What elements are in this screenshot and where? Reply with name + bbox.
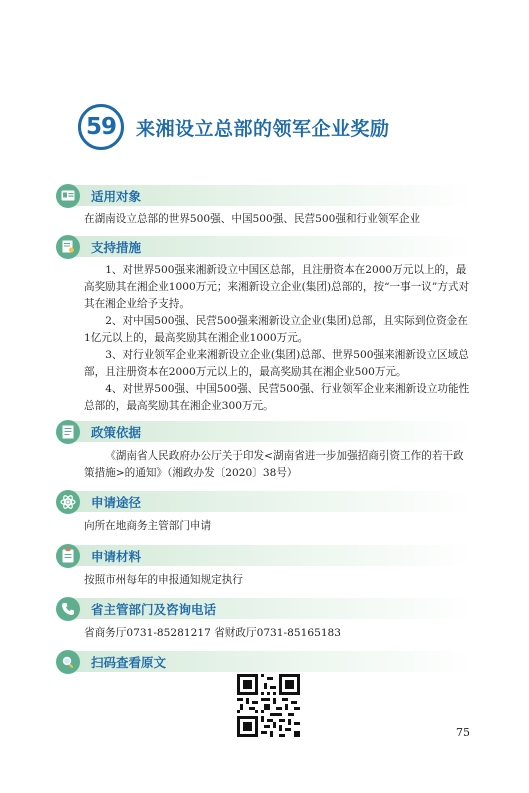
title-text: 来湘设立总部的领军企业奖励 (136, 117, 390, 140)
section-header-target (56, 184, 474, 207)
section-header-measures (56, 235, 474, 258)
section-label-contact: 省主管部门及咨询电话 (91, 601, 217, 617)
target-content: 在湖南设立总部的世界500强、中国500强、民营500强和行业领军企业 (84, 213, 421, 225)
section-label-materials: 申请材料 (91, 548, 142, 564)
section-header-basis (56, 420, 474, 443)
atom-icon (56, 490, 80, 514)
item-number: 59 (85, 114, 116, 140)
section-label-basis: 政策依据 (91, 424, 142, 440)
basis-paragraph: 《湖南省人民政府办公厅关于印发<湖南省进一步加强招商引资工作的若干政策措施>的通知》（湘政办发〔2020〕38号） (84, 450, 464, 479)
page-title (78, 104, 390, 150)
id-card-icon (56, 184, 80, 208)
clipboard-icon (56, 544, 80, 568)
basis-content (84, 448, 472, 482)
channel-content: 向所在地商务主管部门申请 (84, 520, 212, 532)
contact-content: 省商务厅0731-85281217 省财政厅0731-85165183 (84, 627, 342, 639)
measure-paragraph: 2、对中国500强、民营500强来湘新设立企业(集团)总部，且实际到位资金在1亿元以上的，最高奖励其在湘企业1000万元。 (84, 315, 468, 344)
magnifier-icon (56, 650, 80, 674)
section-header-contact (56, 597, 474, 620)
section-header-scan (56, 650, 474, 673)
section-label-scan: 扫码查看原文 (91, 654, 167, 670)
materials-content: 按照市州每年的申报通知规定执行 (84, 574, 243, 586)
measure-paragraph: 4、对世界500强、中国500强、民营500强、行业领军企业来湘新设立功能性总部的，最高奖励其在湘企业300万元。 (84, 383, 470, 412)
document-icon (56, 420, 80, 444)
item-number-badge (78, 104, 124, 150)
section-label-target: 适用对象 (91, 188, 142, 204)
section-label-channel: 申请途径 (91, 494, 142, 510)
page-number: 75 (456, 726, 470, 739)
qr-code-icon[interactable] (237, 674, 300, 737)
phone-icon (56, 597, 80, 621)
certificate-icon (56, 235, 80, 259)
measure-paragraph: 1、对世界500强来湘新设立中国区总部，且注册资本在2000万元以上的，最高奖励其在湘企业1000万元；来湘新设立企业(集团)总部的，按“一事一议”方式对其在湘企业给予支持。 (84, 264, 470, 310)
section-header-materials (56, 544, 474, 567)
section-label-measures: 支持措施 (91, 239, 142, 255)
measure-paragraph: 3、对行业领军企业来湘新设立企业(集团)总部、世界500强来湘新设立区域总部，且注册资本在2000万元以上的，最高奖励其在湘企业500万元。 (84, 349, 469, 378)
measures-content (84, 262, 472, 415)
section-header-channel (56, 490, 474, 513)
